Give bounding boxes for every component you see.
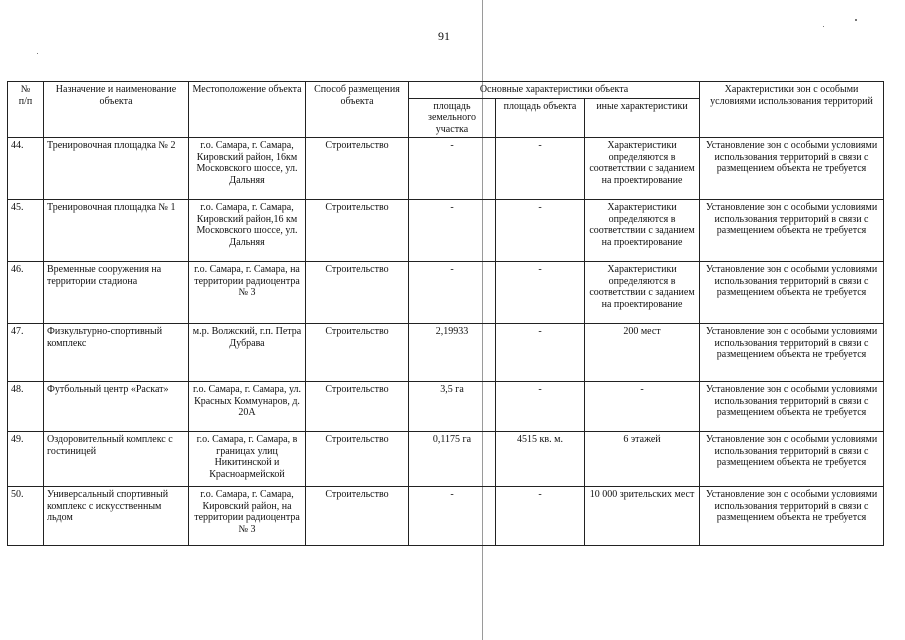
placement-method: Строительство [306,138,409,200]
header-main-characteristics: Основные характеристики объекта [409,82,700,99]
table-row [8,487,884,546]
table-row [8,138,884,200]
object-location: г.о. Самара, г. Самара, Кировский район, на территории радиоцентра № 3 [189,487,306,546]
land-area: 0,1175 га [409,432,496,487]
row-number: 47. [8,324,44,382]
scan-speck [823,26,824,27]
other-characteristics: Характеристики определяются в соответствии с заданием на проектирование [585,262,700,324]
other-characteristics: 200 мест [585,324,700,382]
object-area: - [496,262,585,324]
header-name: Назначение и наименование объекта [44,82,189,138]
placement-method: Строительство [306,382,409,432]
objects-table [7,81,884,546]
other-characteristics: - [585,382,700,432]
object-name: Временные сооружения на территории стадиона [44,262,189,324]
object-location: г.о. Самара, г. Самара, ул. Красных Коммунаров, д. 20А [189,382,306,432]
object-location: м.р. Волжский, г.п. Петра Дубрава [189,324,306,382]
header-zones: Характеристики зон с особыми условиями использования территорий [700,82,884,138]
row-number: 44. [8,138,44,200]
object-area: - [496,200,585,262]
object-area: - [496,138,585,200]
object-area: - [496,324,585,382]
other-characteristics: Характеристики определяются в соответствии с заданием на проектирование [585,200,700,262]
land-area: - [409,138,496,200]
land-area: 2,19933 [409,324,496,382]
object-name: Тренировочная площадка № 2 [44,138,189,200]
object-area: 4515 кв. м. [496,432,585,487]
header-method: Способ размещения объекта [306,82,409,138]
zones-characteristics: Установление зон с особыми условиями использования территорий в связи с размещением объекта не требуется [700,262,884,324]
land-area: - [409,262,496,324]
object-area: - [496,487,585,546]
table-row [8,432,884,487]
other-characteristics: 10 000 зрительских мест [585,487,700,546]
placement-method: Строительство [306,200,409,262]
page-number: 91 [438,29,450,43]
object-name: Тренировочная площадка № 1 [44,200,189,262]
row-number: 50. [8,487,44,546]
placement-method: Строительство [306,487,409,546]
table-row [8,262,884,324]
object-name: Физкультурно-спортивный комплекс [44,324,189,382]
land-area: - [409,487,496,546]
object-location: г.о. Самара, г. Самара, Кировский район,16 км Московского шоссе, ул. Дальняя [189,200,306,262]
header-object-area: площадь объекта [496,98,585,138]
row-number: 49. [8,432,44,487]
other-characteristics: Характеристики определяются в соответствии с заданием на проектирование [585,138,700,200]
row-number: 48. [8,382,44,432]
scan-speck [855,19,857,21]
row-number: 46. [8,262,44,324]
object-area: - [496,382,585,432]
header-location: Местоположение объекта [189,82,306,138]
zones-characteristics: Установление зон с особыми условиями использования территорий в связи с размещением объекта не требуется [700,432,884,487]
object-name: Оздоровительный комплекс с гостиницей [44,432,189,487]
table-row [8,382,884,432]
zones-characteristics: Установление зон с особыми условиями использования территорий в связи с размещением объекта не требуется [700,487,884,546]
table-row [8,200,884,262]
table-header-row [8,82,884,99]
zones-characteristics: Установление зон с особыми условиями использования территорий в связи с размещением объекта не требуется [700,382,884,432]
land-area: - [409,200,496,262]
object-name: Универсальный спортивный комплекс с искусственным льдом [44,487,189,546]
zones-characteristics: Установление зон с особыми условиями использования территорий в связи с размещением объекта не требуется [700,200,884,262]
object-name: Футбольный центр «Раскат» [44,382,189,432]
header-land-area: площадь земельного участка [409,98,496,138]
object-location: г.о. Самара, г. Самара, на территории радиоцентра № 3 [189,262,306,324]
placement-method: Строительство [306,262,409,324]
header-other-characteristics: иные характеристики [585,98,700,138]
zones-characteristics: Установление зон с особыми условиями использования территорий в связи с размещением объекта не требуется [700,138,884,200]
placement-method: Строительство [306,432,409,487]
other-characteristics: 6 этажей [585,432,700,487]
placement-method: Строительство [306,324,409,382]
object-location: г.о. Самара, г. Самара, Кировский район, 16км Московского шоссе, ул. Дальняя [189,138,306,200]
header-no: № п/п [8,82,44,138]
object-location: г.о. Самара, г. Самара, в границах улиц Никитинской и Красноармейской [189,432,306,487]
table-row [8,324,884,382]
land-area: 3,5 га [409,382,496,432]
row-number: 45. [8,200,44,262]
scan-speck [37,53,38,54]
zones-characteristics: Установление зон с особыми условиями использования территорий в связи с размещением объекта не требуется [700,324,884,382]
